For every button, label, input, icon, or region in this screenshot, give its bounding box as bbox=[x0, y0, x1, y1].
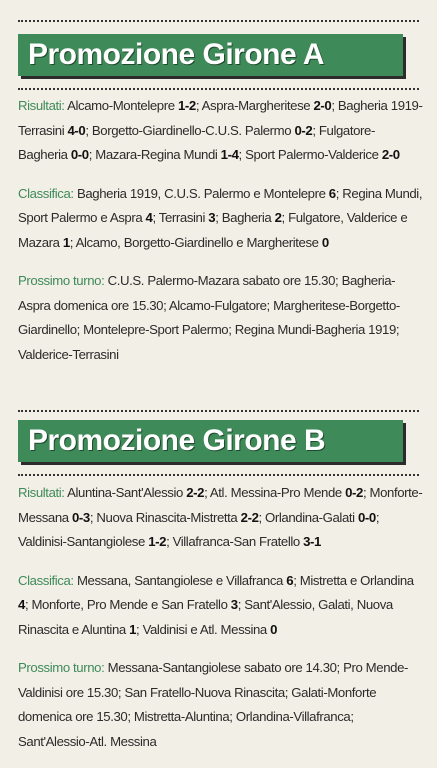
standing-points: 4 bbox=[18, 597, 25, 612]
result-score: 1-2 bbox=[177, 98, 196, 113]
result-score: 2-2 bbox=[186, 485, 205, 500]
girone-a-risultati: Risultati: Alcamo-Montelepre 1-2; Aspra-Margheritese 2-0; Bagheria 1919-Terrasini 4-0; Borgetto-Giardinello-C.U.S. Palermo 0-2; Fulgatore-Bagheria 0-0; Mazara-Regina Mundi 1-4; Sport Palermo-Valderice 2-0 bbox=[18, 98, 423, 162]
prossimo-turno-label: Prossimo turno: bbox=[18, 660, 105, 675]
result-match: Villafranca-San Fratello bbox=[172, 534, 300, 549]
standing-teams: Fulgatore, Valderice e Mazara bbox=[18, 210, 408, 250]
standing-teams: Regina Mundi, Sport Palermo e Aspra bbox=[18, 185, 423, 225]
risultati-label: Risultati: bbox=[18, 485, 65, 500]
girone-a-body bbox=[18, 94, 423, 381]
result-score: 0-2 bbox=[294, 122, 313, 138]
result-match: Aspra-Margheritese bbox=[201, 98, 311, 113]
standing-teams: Bagheria 1919, C.U.S. Palermo e Montelepre bbox=[76, 185, 326, 201]
standing-points: 3 bbox=[230, 597, 238, 612]
standing-teams: Bagheria bbox=[221, 210, 272, 225]
dotted-divider bbox=[18, 88, 419, 90]
standing-teams: Monforte, Pro Mende e San Fratello bbox=[31, 597, 228, 612]
standing-points: 3 bbox=[208, 210, 216, 225]
result-match: Fulgatore-Bagheria bbox=[18, 122, 375, 162]
standing-teams: Mistretta e Orlandina bbox=[299, 572, 414, 588]
result-score: 2-0 bbox=[313, 98, 332, 113]
result-score: 2-0 bbox=[381, 147, 400, 162]
result-match: Sport Palermo-Valderice bbox=[245, 147, 379, 162]
result-score: 0-3 bbox=[71, 509, 90, 525]
standing-points: 0 bbox=[270, 621, 278, 637]
standing-teams: Valdinisi e Atl. Messina bbox=[142, 621, 267, 637]
classifica-label: Classifica: bbox=[18, 572, 74, 588]
standing-points: 1 bbox=[62, 234, 70, 250]
result-match: Borgetto-Giardinello-C.U.S. Palermo bbox=[91, 122, 292, 138]
result-score: 2-2 bbox=[240, 509, 259, 525]
dotted-divider bbox=[18, 20, 419, 22]
result-match: Alcamo-Montelepre bbox=[67, 98, 175, 113]
dotted-divider bbox=[18, 410, 419, 412]
result-score: 1-4 bbox=[220, 147, 239, 162]
classifica-label: Classifica: bbox=[18, 185, 74, 201]
standing-teams: Alcamo, Borgetto-Giardinello e Margheritese bbox=[75, 234, 319, 250]
result-match: Aluntina-Sant'Alessio bbox=[67, 485, 183, 500]
standing-teams: Messana, Santangiolese e Villafranca bbox=[76, 572, 283, 588]
standing-points: 1 bbox=[129, 621, 137, 637]
standing-points: 2 bbox=[274, 210, 282, 225]
girone-b-risultati: Risultati: Aluntina-Sant'Alessio 2-2; Atl. Messina-Pro Mende 0-2; Monforte-Messana 0-3; Nuova Rinascita-Mistretta 2-2; Orlandina-Galati 0-0; Valdinisi-Santangiolese 1-2; Villafranca-San Fratello 3-1 bbox=[18, 485, 423, 549]
result-match: Nuova Rinascita-Mistretta bbox=[96, 509, 238, 525]
result-match: Bagheria 1919-Terrasini bbox=[18, 98, 423, 138]
result-match: Mazara-Regina Mundi bbox=[95, 147, 218, 162]
risultati-label: Risultati: bbox=[18, 98, 65, 113]
prossimo-turno-text: Messana-Santangiolese sabato ore 14.30; Pro Mende-Valdinisi ore 15.30; San Fratello-Nuova Rinascita; Galati-Monforte domenica ore 15.30; Mistretta-Aluntina; Orlandina-Villafranca; Sant'Alessio-Atl. Messina bbox=[18, 660, 408, 749]
result-match: Atl. Messina-Pro Mende bbox=[209, 485, 342, 500]
girone-a-prossimo-turno bbox=[18, 269, 423, 367]
standing-teams: Terrasini bbox=[158, 210, 206, 225]
standing-points: 6 bbox=[328, 185, 336, 201]
girone-b-title: Promozione Girone B bbox=[18, 420, 403, 462]
girone-b-classifica: Classifica: Messana, Santangiolese e Villafranca 6; Mistretta e Orlandina 4; Monforte, Pro Mende e San Fratello 3; Sant'Alessio, Galati, Nuova Rinascita e Aluntina 1; Valdinisi e Atl. Messina 0 bbox=[18, 572, 414, 637]
result-score: 0-0 bbox=[357, 509, 376, 525]
result-match: Valdinisi-Santangiolese bbox=[18, 534, 145, 549]
result-score: 0-2 bbox=[345, 485, 363, 500]
standing-teams: Sant'Alessio, Galati, Nuova Rinascita e Aluntina bbox=[18, 597, 393, 637]
result-match: Monforte-Messana bbox=[18, 485, 423, 525]
prossimo-turno-text: C.U.S. Palermo-Mazara sabato ore 15.30; Bagheria-Aspra domenica ore 15.30; Alcamo-Fulgatore; Margheritese-Borgetto-Giardinello; Montelepre-Sport Palermo; Regina Mundi-Bagheria 1919; Valderice-Terrasini bbox=[18, 273, 400, 362]
girone-a-title: Promozione Girone A bbox=[18, 34, 403, 76]
dotted-divider bbox=[18, 474, 419, 476]
result-score: 4-0 bbox=[67, 122, 86, 138]
standing-points: 0 bbox=[321, 234, 329, 250]
result-score: 3-1 bbox=[303, 534, 321, 549]
result-match: Orlandina-Galati bbox=[265, 509, 355, 525]
girone-b-body bbox=[18, 481, 423, 768]
girone-a-classifica: Classifica: Bagheria 1919, C.U.S. Palermo e Montelepre 6; Regina Mundi, Sport Palermo e Aspra 4; Terrasini 3; Bagheria 2; Fulgatore, Valderice e Mazara 1; Alcamo, Borgetto-Giardinello e Margheritese 0 bbox=[18, 185, 423, 250]
girone-b-prossimo-turno bbox=[18, 656, 423, 754]
prossimo-turno-label: Prossimo turno: bbox=[18, 273, 105, 288]
standing-points: 6 bbox=[286, 572, 294, 588]
result-score: 1-2 bbox=[148, 534, 167, 549]
standing-points: 4 bbox=[145, 210, 153, 225]
result-score: 0-0 bbox=[70, 147, 89, 162]
